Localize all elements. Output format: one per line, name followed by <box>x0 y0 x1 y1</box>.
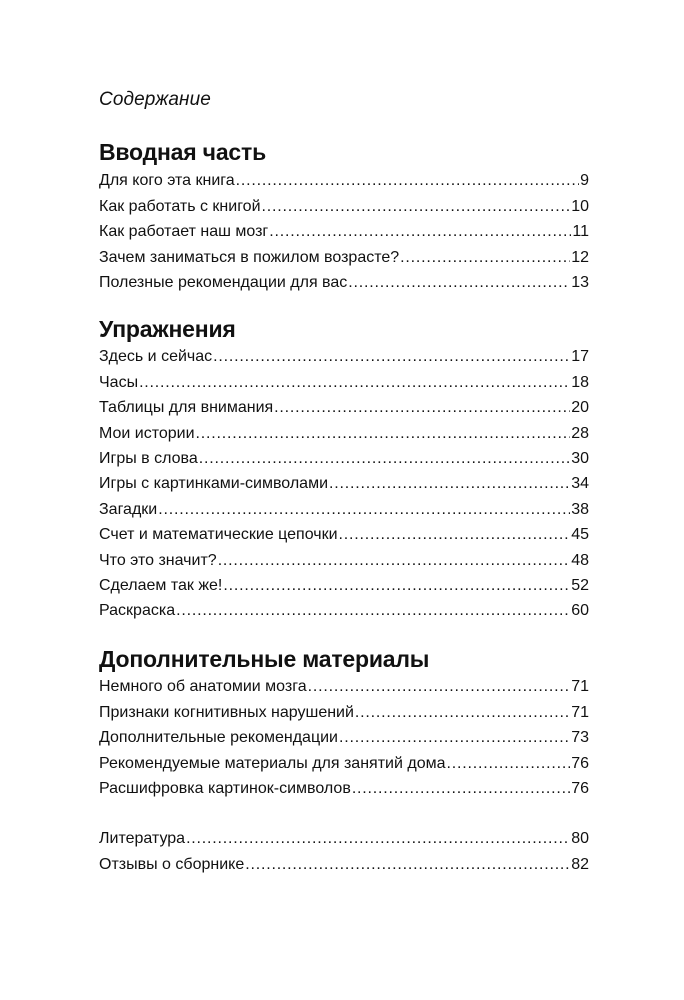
toc-entry-title: Как работает наш мозг <box>99 223 269 240</box>
toc-entry[interactable] <box>99 675 589 699</box>
toc-entry-page: 73 <box>571 729 589 746</box>
toc-entry-title: Счет и математические цепочки <box>99 526 338 543</box>
toc-entry-page: 30 <box>571 450 589 467</box>
toc-entry-page: 38 <box>571 501 589 518</box>
toc-entry[interactable] <box>99 549 589 573</box>
toc-entry[interactable] <box>99 220 589 244</box>
dot-leader <box>352 777 570 801</box>
dot-leader <box>269 220 571 244</box>
toc-entry[interactable] <box>99 574 589 598</box>
toc-entry-title: Что это значит? <box>99 552 217 569</box>
section-title-intro: Вводная часть <box>99 139 267 165</box>
toc-entry-title: Сделаем так же! <box>99 577 223 594</box>
toc-entry-title: Литература <box>99 830 186 847</box>
toc-entry-title: Здесь и сейчас <box>99 348 213 365</box>
toc-entry[interactable] <box>99 396 589 420</box>
section-title-exercises: Упражнения <box>99 316 236 342</box>
dot-leader <box>176 599 570 623</box>
dot-leader <box>196 422 571 446</box>
toc-entry[interactable] <box>99 345 589 369</box>
toc-entry-page: 45 <box>571 526 589 543</box>
toc-entry-title: Загадки <box>99 501 158 518</box>
toc-entry[interactable] <box>99 195 589 219</box>
toc-entry[interactable] <box>99 271 589 295</box>
dot-leader <box>446 752 570 776</box>
toc-entry[interactable] <box>99 498 589 522</box>
toc-entry-title: Расшифровка картинок-символов <box>99 780 351 797</box>
dot-leader <box>213 345 570 369</box>
toc-entry[interactable] <box>99 246 589 270</box>
toc-entry[interactable] <box>99 371 589 395</box>
toc-entry-title: Мои истории <box>99 425 195 442</box>
toc-entry-page: 60 <box>571 602 589 619</box>
toc-entry-title: Раскраска <box>99 602 176 619</box>
dot-leader <box>308 675 571 699</box>
toc-entry-page: 76 <box>571 780 589 797</box>
toc-entry-title: Игры с картинками-символами <box>99 475 329 492</box>
toc-entry[interactable] <box>99 827 589 851</box>
toc-entry-page: 10 <box>571 198 589 215</box>
toc-entry-title: Отзывы о сборнике <box>99 856 245 873</box>
toc-entry[interactable] <box>99 726 589 750</box>
toc-entry-title: Зачем заниматься в пожилом возрасте? <box>99 249 400 266</box>
toc-entry-title: Часы <box>99 374 139 391</box>
toc-entry-title: Игры в слова <box>99 450 198 467</box>
toc-entry-title: Дополнительные рекомендации <box>99 729 338 746</box>
dot-leader <box>355 701 570 725</box>
dot-leader <box>339 726 570 750</box>
toc-heading: Содержание <box>99 89 211 110</box>
dot-leader <box>262 195 571 219</box>
toc-entry[interactable] <box>99 447 589 471</box>
toc-entry-page: 18 <box>571 374 589 391</box>
toc-entry-title: Рекомендуемые материалы для занятий дома <box>99 755 446 772</box>
toc-entry-title: Для кого эта книга <box>99 172 235 189</box>
toc-entry[interactable] <box>99 422 589 446</box>
dot-leader <box>236 169 579 193</box>
dot-leader <box>158 498 570 522</box>
toc-entry-page: 71 <box>571 704 589 721</box>
dot-leader <box>223 574 570 598</box>
toc-entry-title: Как работать с книгой <box>99 198 261 215</box>
toc-entry-title: Таблицы для внимания <box>99 399 274 416</box>
toc-entry-page: 12 <box>571 249 589 266</box>
toc-entry-page: 9 <box>580 172 589 189</box>
toc-entry[interactable] <box>99 599 589 623</box>
toc-entry-page: 11 <box>572 223 589 240</box>
toc-entry[interactable] <box>99 777 589 801</box>
toc-entry[interactable] <box>99 169 589 193</box>
dot-leader <box>339 523 571 547</box>
dot-leader <box>218 549 571 573</box>
toc-entry[interactable] <box>99 472 589 496</box>
toc-entry-title: Полезные рекомендации для вас <box>99 274 348 291</box>
toc-entry-page: 28 <box>571 425 589 442</box>
toc-entry-page: 20 <box>571 399 589 416</box>
dot-leader <box>186 827 570 851</box>
toc-entry-page: 48 <box>571 552 589 569</box>
dot-leader <box>139 371 570 395</box>
section-title-additional: Дополнительные материалы <box>99 646 430 672</box>
toc-entry-title: Признаки когнитивных нарушений <box>99 704 354 721</box>
toc-entry[interactable] <box>99 752 589 776</box>
dot-leader <box>274 396 570 420</box>
toc-entry-page: 17 <box>571 348 589 365</box>
toc-entry-page: 82 <box>571 856 589 873</box>
dot-leader <box>245 853 570 877</box>
toc-entry-page: 80 <box>571 830 589 847</box>
toc-entry-page: 76 <box>571 755 589 772</box>
dot-leader <box>329 472 570 496</box>
toc-entry-title: Немного об анатомии мозга <box>99 678 307 695</box>
toc-entry-page: 34 <box>571 475 589 492</box>
toc-entry-page: 71 <box>571 678 589 695</box>
toc-entry[interactable] <box>99 523 589 547</box>
toc-entry-page: 52 <box>571 577 589 594</box>
toc-entry[interactable] <box>99 853 589 877</box>
toc-entry-page: 13 <box>571 274 589 291</box>
dot-leader <box>348 271 570 295</box>
dot-leader <box>199 447 570 471</box>
toc-entry[interactable] <box>99 701 589 725</box>
dot-leader <box>400 246 570 270</box>
